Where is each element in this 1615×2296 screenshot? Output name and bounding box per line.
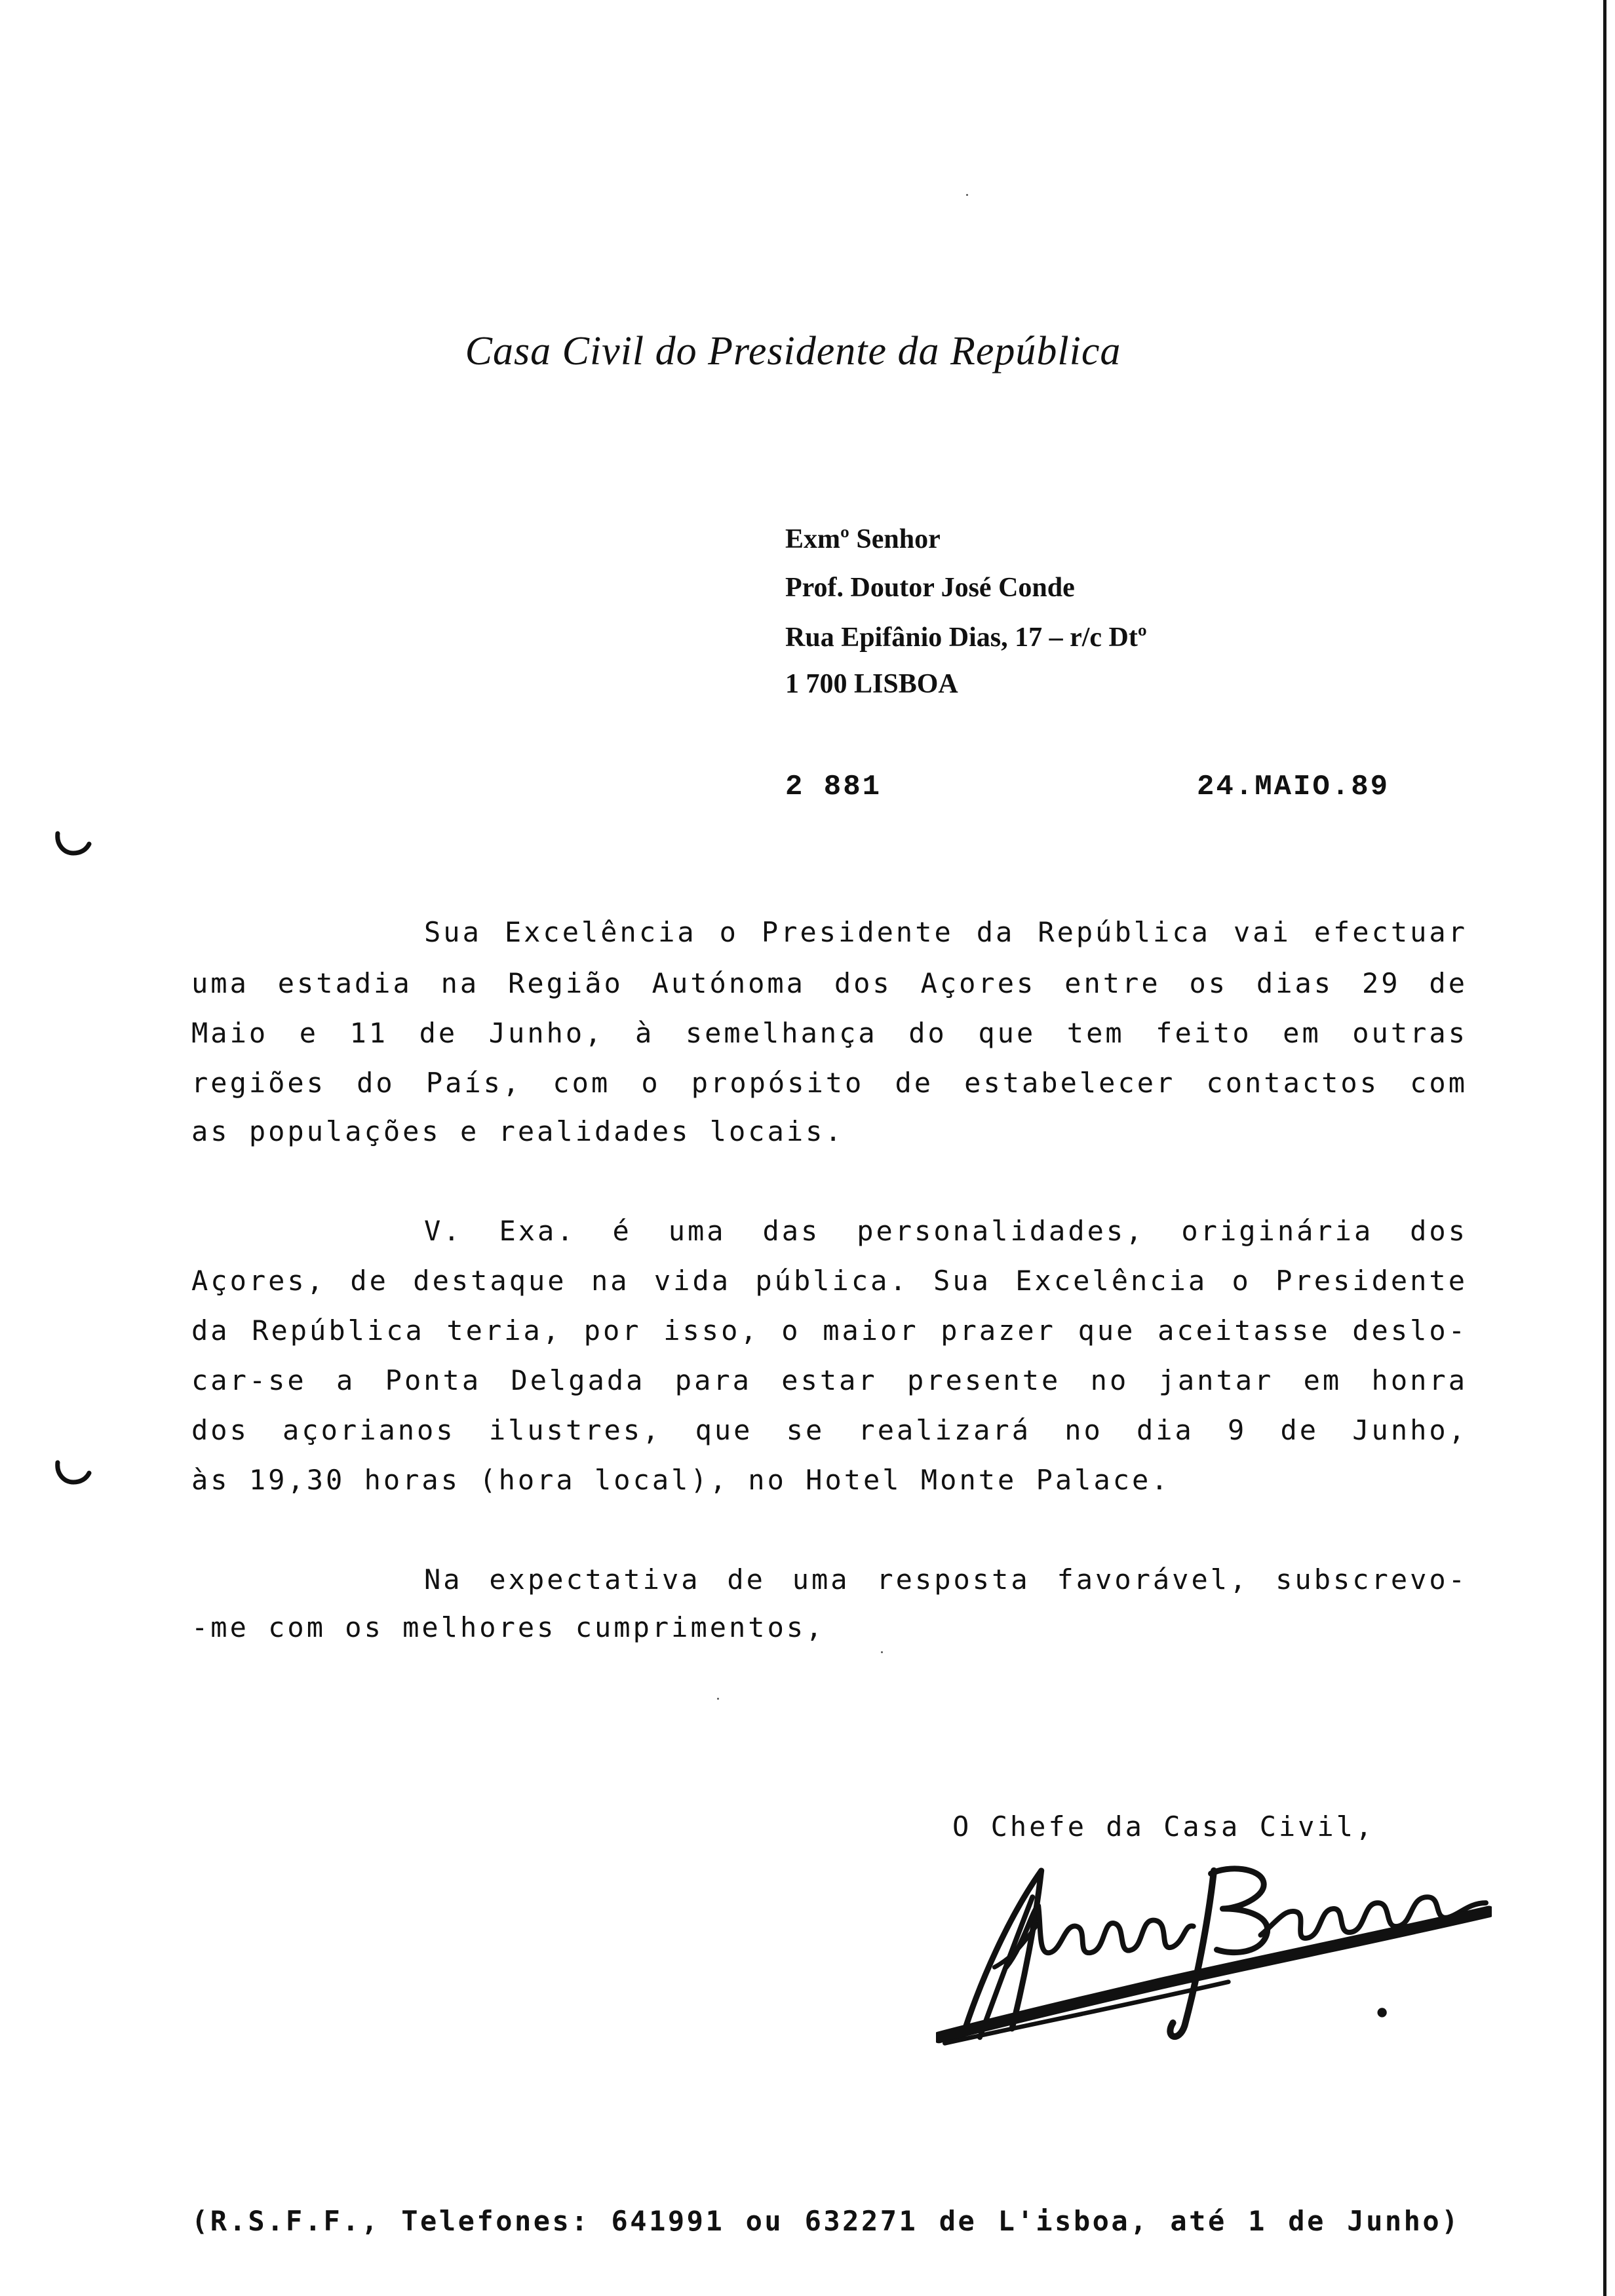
closing-line: O Chefe da Casa Civil, <box>952 1810 1375 1843</box>
punch-hole-mark <box>54 1460 93 1486</box>
addressee-street: Rua Epifânio Dias, 17 – r/c Dtº <box>785 622 1147 653</box>
body-line: Açores, de destaque na vida pública. Sua Excelência o Presidente <box>191 1265 1468 1297</box>
addressee-city: 1 700 LISBOA <box>785 669 958 699</box>
punch-hole-mark <box>54 831 93 857</box>
letter-date: 24.MAIO.89 <box>1197 771 1390 803</box>
scan-speck <box>717 1698 719 1700</box>
body-line: car-se a Ponta Delgada para estar presente no jantar em honra <box>191 1364 1468 1396</box>
body-line: Sua Excelência o Presidente da República vai efectuar <box>424 916 1468 948</box>
body-line: da República teria, por isso, o maior prazer que aceitasse deslo- <box>191 1314 1468 1347</box>
scan-speck <box>881 1651 883 1653</box>
signature <box>936 1865 1492 2048</box>
body-line: Na expectativa de uma resposta favorável, subscrevo- <box>424 1563 1468 1596</box>
addressee-salutation: Exmº Senhor <box>785 524 941 554</box>
body-line: as populações e realidades locais. <box>191 1115 844 1147</box>
addressee-name: Prof. Doutor José Conde <box>785 573 1075 603</box>
body-line: regiões do País, com o propósito de estabelecer contactos com <box>191 1067 1468 1099</box>
page-edge-line <box>1603 0 1606 2296</box>
footer-rsvp: (R.S.F.F., Telefones: 641991 ou 632271 de L'isboa, até 1 de Junho) <box>191 2205 1460 2237</box>
body-line: às 19,30 horas (hora local), no Hotel Monte Palace. <box>191 1464 1171 1496</box>
scan-speck <box>966 194 968 196</box>
body-line: Maio e 11 de Junho, à semelhança do que tem feito em outras <box>191 1017 1468 1049</box>
letterhead: Casa Civil do Presidente da República <box>465 329 1121 373</box>
body-line: uma estadia na Região Autónoma dos Açores entre os dias 29 de <box>191 967 1468 999</box>
body-line: -me com os melhores cumprimentos, <box>191 1611 825 1643</box>
body-line: V. Exa. é uma das personalidades, originária dos <box>424 1215 1468 1247</box>
reference-number: 2 881 <box>785 771 882 803</box>
body-line: dos açorianos ilustres, que se realizará no dia 9 de Junho, <box>191 1414 1468 1446</box>
